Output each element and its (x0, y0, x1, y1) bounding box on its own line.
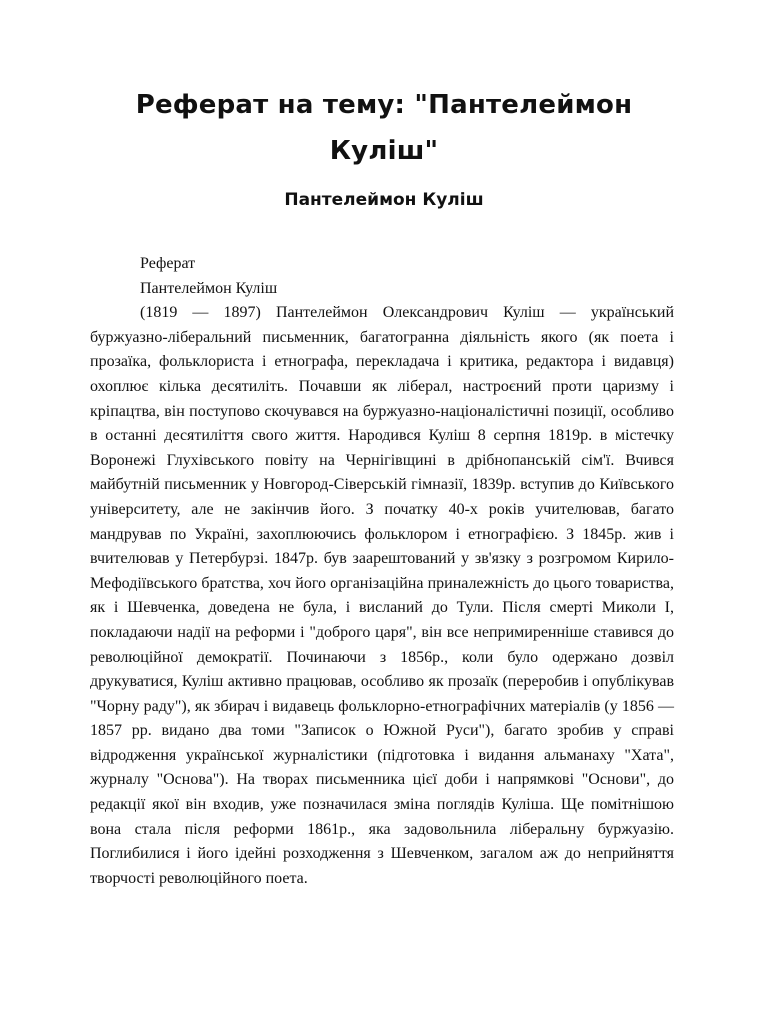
paragraph-heading-referat: Реферат (140, 255, 196, 272)
paragraph-biography: (1819 — 1897) Пантелеймон Олександрович Куліш — український буржуазно-ліберальний письменник, багатогранна діяльність якого (як поета і прозаїка, фольклориста і етнографа, перекладача і критика, редактора і видавця) охоплює кілька десятиліть. Почавши як ліберал, настроєний проти царизму і кріпацтва, він поступово скочувався на буржуазно-націоналістичні позиції, особливо в останні десятиліття свого життя. Народився Куліш 8 серпня 1819р. в містечку Воронежі Глухівського повіту на Чернігівщині в дрібнопанській сім'ї. Вчився майбутній письменник у Новгород-Сіверській гімназії, 1839р. вступив до Київського університету, але не закінчив його. З початку 40-х років учителював, багато мандрував по Україні, захоплюючись фольклором і етнографією. З 1845р. жив і вчителював у Петербурзі. 1847р. був заарештований у зв'язку з розгромом Кирило-Мефодіївського братства, хоч його організаційна приналежність до цього товариства, як і Шевченка, доведена не була, і висланий до Тули. Після смерті Миколи І, покладаючи надії на реформи і "доброго царя", він все непримиренніше ставився до революційної демократії. Починаючи з 1856р., коли було одержано дозвіл друкуватися, Куліш активно працював, особливо як прозаїк (переробив і опублікував "Чорну раду"), як збирач і видавець фольклорно-етнографічних матеріалів (у 1856 — 1857 рр. видано два томи "Записок о Южной Руси"), багато зробив у справі відродження української журналістики (підготовка і видання альманаху "Хата", журналу "Основа"). На творах письменника цієї доби і напрямкові "Основи", до редакції якої він входив, уже позначилася зміна поглядів Куліша. Ще помітнішою вона стала після реформи 1861р., яка задовольнила ліберальну буржуазію. Поглибилися і його ідейні розходження з Шевченком, загалом аж до неприйняття творчості революційного поета. (90, 304, 674, 887)
document-body (90, 252, 674, 891)
document-subtitle: Пантелеймон Куліш (284, 190, 484, 210)
document-title: Реферат на тему: "Пантелеймон Куліш" (135, 90, 633, 166)
paragraph-heading-name: Пантелеймон Куліш (140, 279, 278, 297)
